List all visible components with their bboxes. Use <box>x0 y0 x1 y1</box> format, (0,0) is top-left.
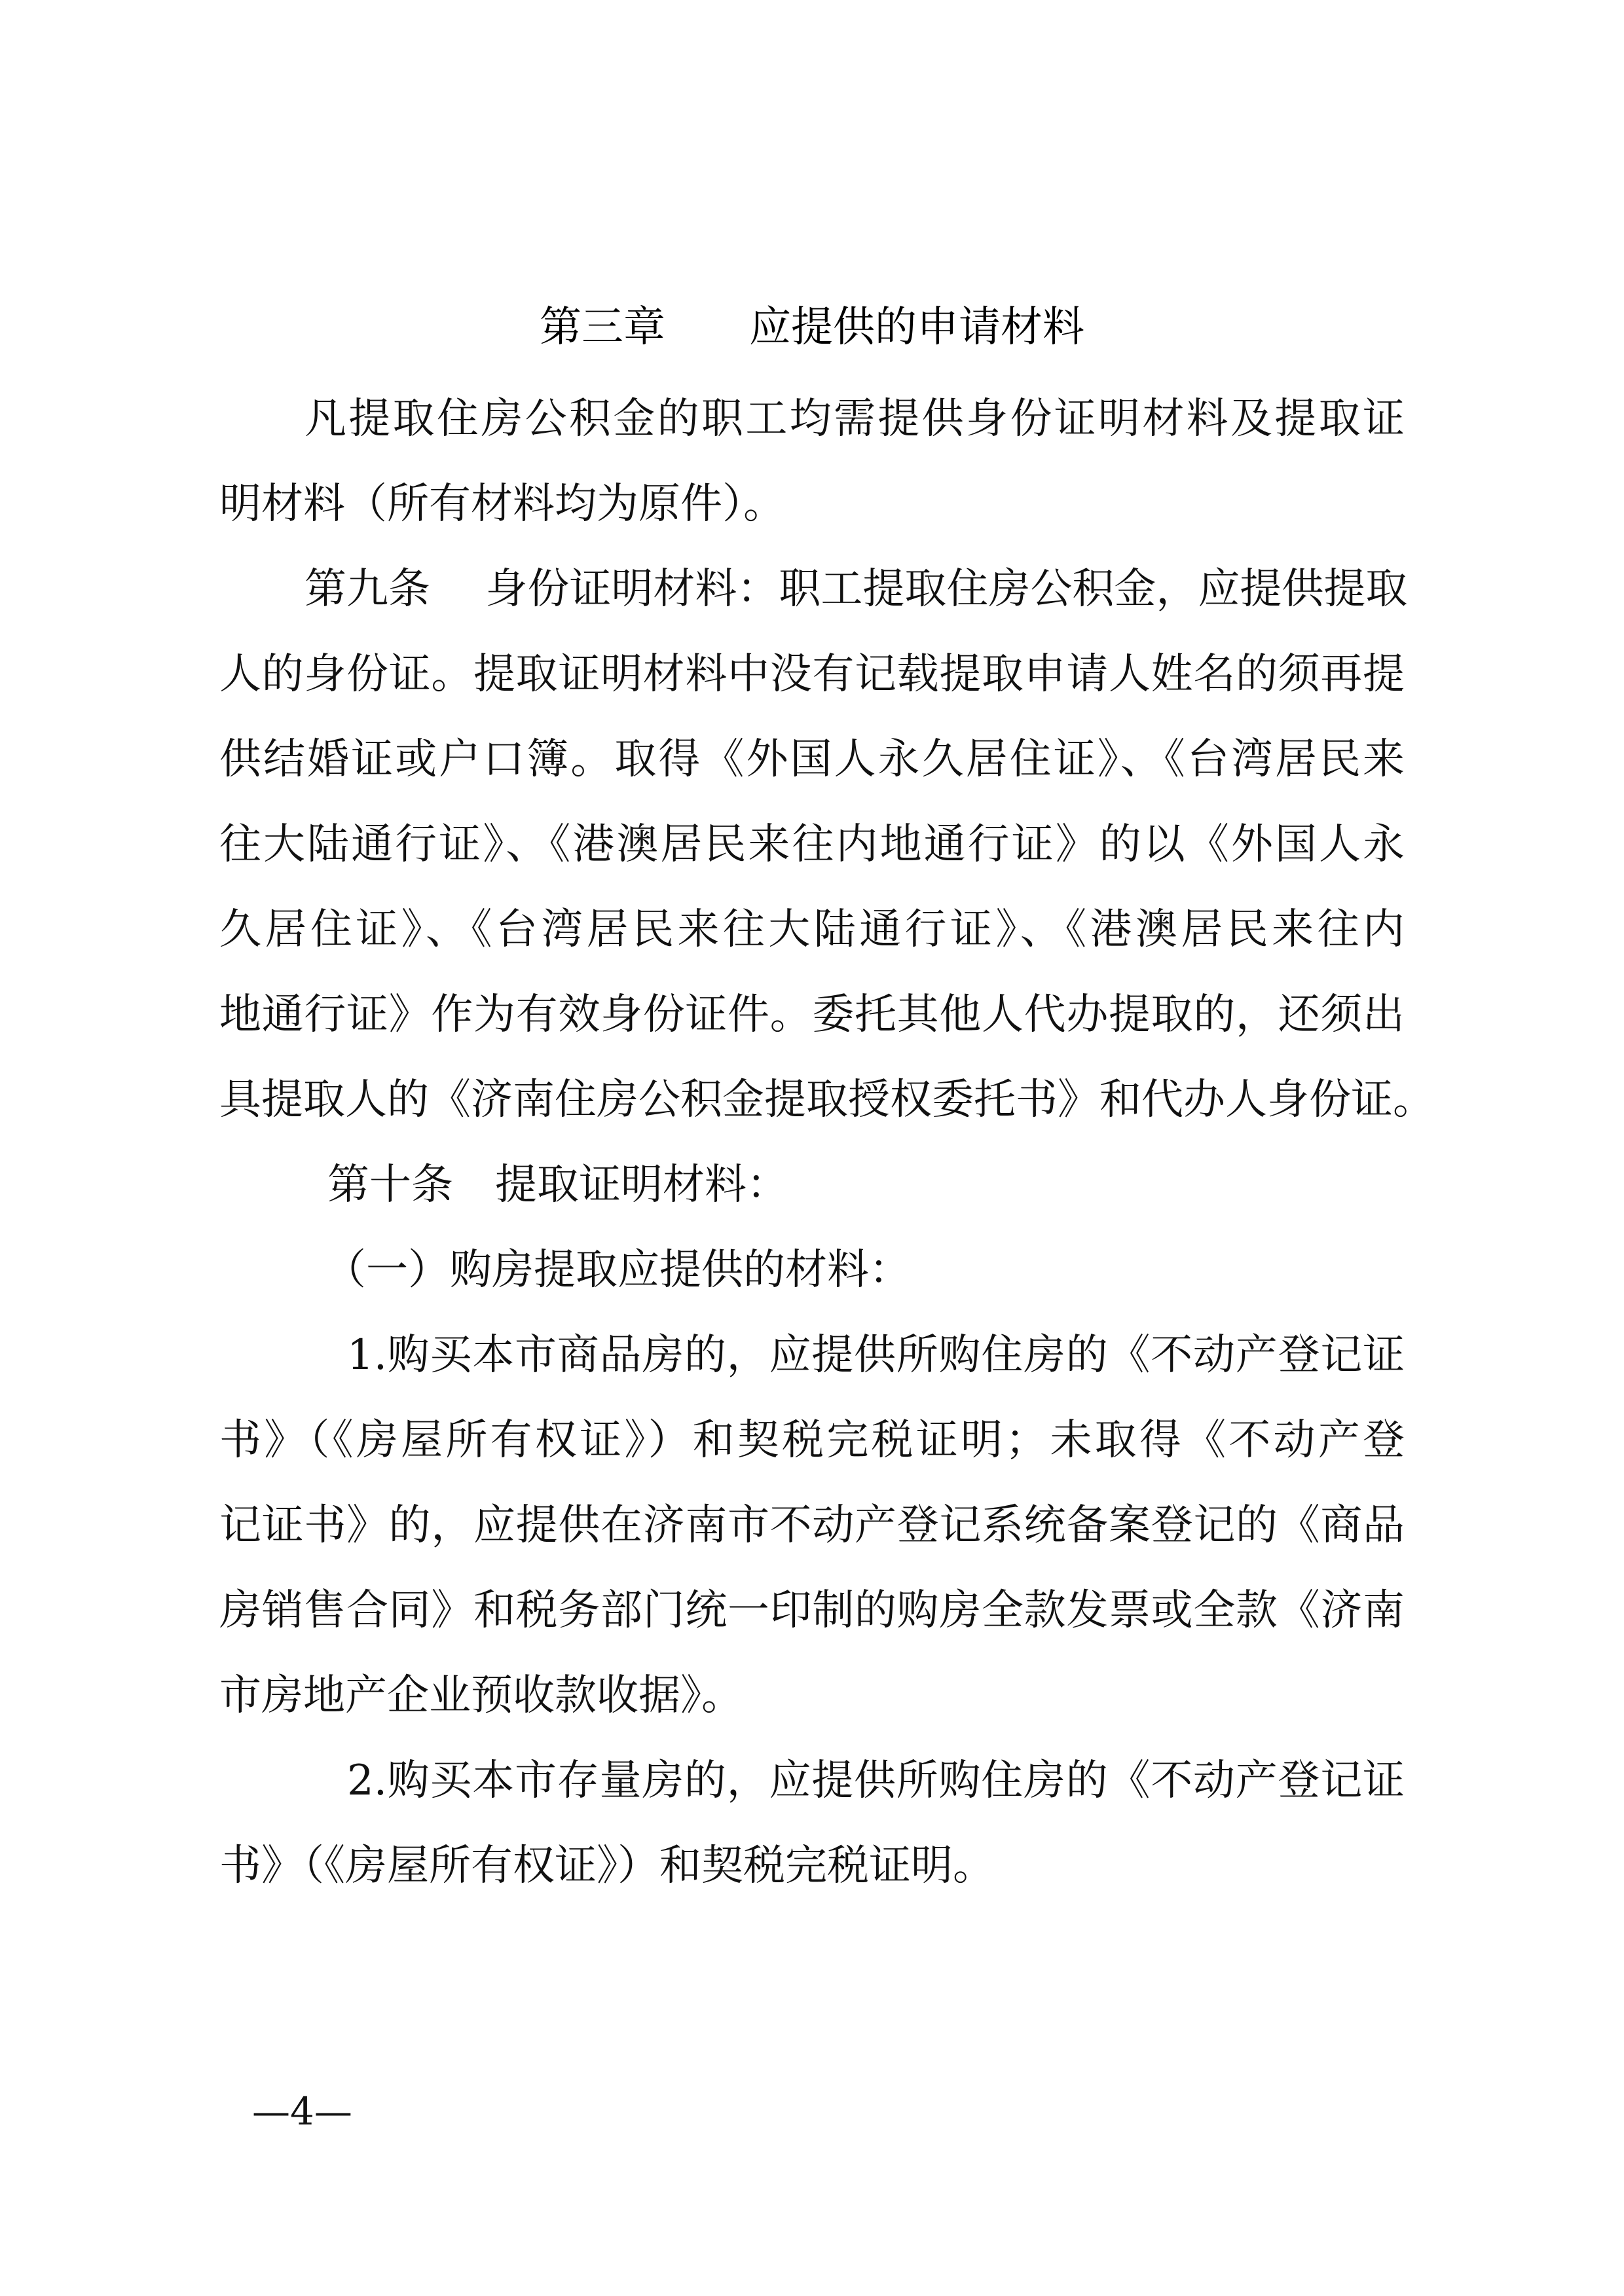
article9-line-1: 第九条 身份证明材料：职工提取住房公积金，应提供提取 <box>304 565 1408 613</box>
article9-line-6: 地通行证》作为有效身份证件。委托其他人代办提取的，还须出 <box>219 991 1405 1039</box>
section1-heading: （一）购房提取应提供的材料： <box>324 1246 911 1294</box>
item1-line-1: 1.购买本市商品房的，应提供所购住房的《不动产登记证 <box>347 1331 1405 1379</box>
page-number: —4— <box>252 2089 352 2134</box>
intro-line-1: 凡提取住房公积金的职工均需提供身份证明材料及提取证 <box>304 395 1405 443</box>
article10-heading: 第十条 提取证明材料： <box>327 1161 788 1209</box>
item2-line-1: 2.购买本市存量房的，应提供所购住房的《不动产登记证 <box>347 1757 1405 1805</box>
item1-line-3: 记证书》的，应提供在济南市不动产登记系统备案登记的《商品 <box>219 1501 1405 1550</box>
article9-line-7: 具提取人的《济南住房公积金提取授权委托书》和代办人身份证。 <box>219 1076 1435 1124</box>
item2-line-2: 书》（《房屋所有权证》）和契税完税证明。 <box>219 1842 995 1890</box>
item1-line-2: 书》（《房屋所有权证》）和契税完税证明；未取得《不动产登 <box>219 1416 1405 1465</box>
article9-line-5: 久居住证》、《台湾居民来往大陆通行证》、《港澳居民来往内 <box>219 905 1405 954</box>
intro-line-2: 明材料（所有材料均为原件）。 <box>219 480 785 528</box>
article9-line-2: 人的身份证。提取证明材料中没有记载提取申请人姓名的须再提 <box>219 650 1405 699</box>
article9-line-3: 供结婚证或户口簿。取得《外国人永久居住证》、《台湾居民来 <box>219 735 1405 784</box>
chapter-title: 第三章 应提供的申请材料 <box>540 303 1084 352</box>
article9-line-4: 往大陆通行证》、《港澳居民来往内地通行证》的以《外国人永 <box>219 820 1405 869</box>
item1-line-5: 市房地产企业预收款收据》。 <box>219 1671 743 1720</box>
item1-line-4: 房销售合同》和税务部门统一印制的购房全款发票或全款《济南 <box>219 1586 1405 1635</box>
